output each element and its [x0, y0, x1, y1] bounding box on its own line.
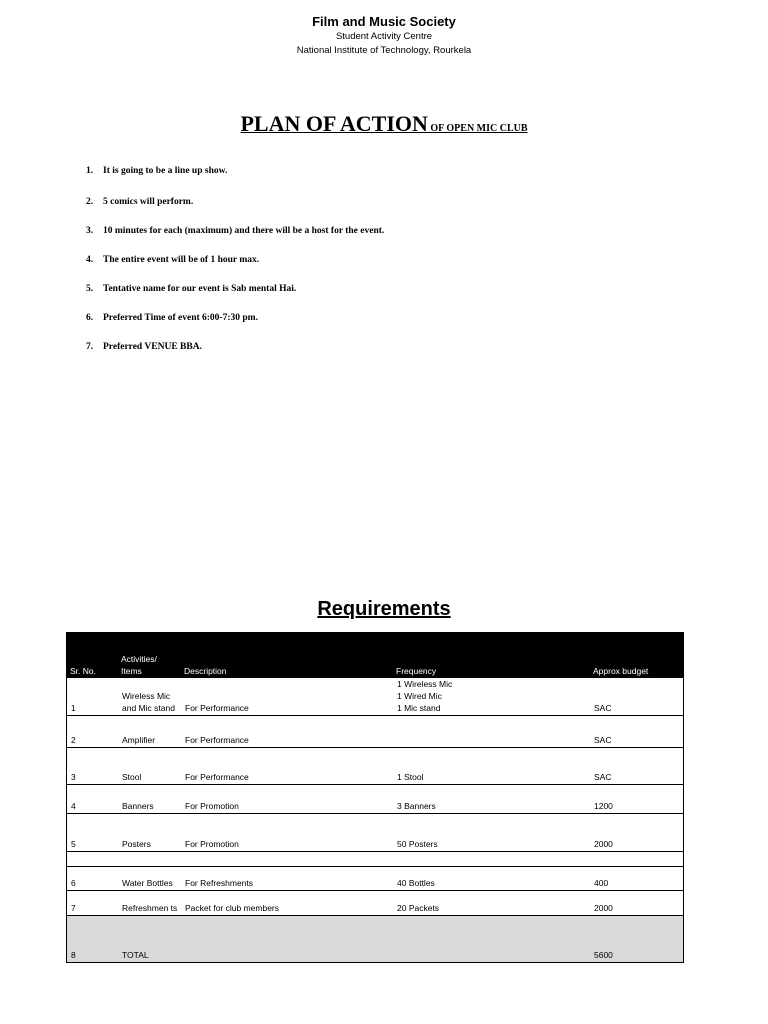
- cell-description: For Promotion: [185, 801, 239, 811]
- cell-description: For Performance: [185, 735, 249, 745]
- cell-item: Wireless Mic and Mic stand: [122, 691, 175, 713]
- cell-sr-no: 2: [71, 735, 76, 745]
- list-item: [86, 197, 193, 207]
- cell-frequency: [397, 838, 438, 850]
- cell-item: Posters: [122, 839, 151, 849]
- table-row: [66, 852, 684, 867]
- header-description: Description: [184, 666, 227, 676]
- frequency-line: 1 Wireless Mic: [397, 679, 453, 689]
- cell-budget: SAC: [594, 735, 612, 745]
- frequency-line: 1 Wired Mic: [397, 691, 442, 701]
- cell-budget: 400: [594, 878, 609, 888]
- list-item-number: 4.: [86, 255, 94, 265]
- cell-budget: 1200: [594, 801, 613, 811]
- document-header: [0, 13, 768, 58]
- list-item: [86, 342, 202, 352]
- cell-budget: 2000: [594, 839, 613, 849]
- list-item-text: Preferred Time of event 6:00-7:30 pm.: [103, 313, 258, 323]
- cell-sr-no: 1: [71, 703, 76, 713]
- cell-item: TOTAL: [122, 950, 149, 960]
- header-sr-no: Sr. No.: [70, 666, 96, 676]
- cell-budget: 2000: [594, 903, 613, 913]
- cell-item: Amplifier: [122, 735, 156, 745]
- cell-frequency: [397, 771, 423, 783]
- page-title-suffix: OF OPEN MIC CLUB: [427, 123, 528, 134]
- header-frequency: Frequency: [396, 666, 437, 676]
- list-item-number: 1.: [86, 166, 94, 176]
- cell-sr-no: 6: [71, 878, 76, 888]
- cell-sr-no: 8: [71, 950, 76, 960]
- list-item-text: Tentative name for our event is Sab mental Hai.: [103, 284, 297, 294]
- cell-item: Banners: [122, 801, 154, 811]
- cell-frequency: [397, 678, 452, 714]
- list-item: [86, 284, 296, 294]
- cell-sr-no: 5: [71, 839, 76, 849]
- cell-item: Refreshmen ts: [122, 903, 178, 913]
- table-row: [66, 891, 684, 916]
- cell-item: Stool: [122, 772, 142, 782]
- list-item-number: 2.: [86, 197, 94, 207]
- table-row: [66, 678, 684, 716]
- cell-description: For Performance: [185, 772, 249, 782]
- frequency-line: 20 Packets: [397, 903, 440, 913]
- list-item-text: 5 comics will perform.: [103, 197, 194, 207]
- table-row: [66, 814, 684, 852]
- cell-sr-no: 4: [71, 801, 76, 811]
- requirements-table: [66, 632, 684, 963]
- org-subtitle-institute: National Institute of Technology, Rourkela: [296, 45, 472, 56]
- cell-budget: SAC: [594, 703, 612, 713]
- cell-description: Packet for club members: [185, 903, 280, 913]
- cell-description: For Refreshments: [185, 878, 254, 888]
- list-item: [86, 226, 384, 236]
- list-item-number: 6.: [86, 313, 94, 323]
- page-title-main: PLAN OF ACTION: [240, 111, 428, 136]
- list-item: [86, 313, 258, 323]
- org-name: Film and Music Society: [312, 14, 456, 29]
- frequency-line: 50 Posters: [397, 839, 438, 849]
- table-row: [66, 867, 684, 891]
- cell-description: For Promotion: [185, 839, 239, 849]
- list-item-number: 7.: [86, 342, 94, 352]
- cell-budget: 5600: [594, 950, 613, 960]
- header-budget: Approx budget: [593, 666, 649, 676]
- list-item-text: The entire event will be of 1 hour max.: [103, 255, 260, 265]
- cell-frequency: [397, 877, 435, 889]
- frequency-line: 3 Banners: [397, 801, 436, 811]
- requirements-heading: Requirements: [317, 598, 451, 620]
- cell-item: Water Bottles: [122, 878, 173, 888]
- header-items: Activities/ Items: [121, 654, 157, 676]
- list-item-text: Preferred VENUE BBA.: [103, 342, 202, 352]
- list-item-number: 3.: [86, 226, 94, 236]
- cell-sr-no: 3: [71, 772, 76, 782]
- cell-description: For Performance: [185, 703, 249, 713]
- table-row: [66, 716, 684, 748]
- list-item-text: 10 minutes for each (maximum) and there will be a host for the event.: [103, 226, 385, 236]
- frequency-line: 40 Bottles: [397, 878, 435, 888]
- frequency-line: 1 Mic stand: [397, 703, 441, 713]
- list-item: [86, 255, 259, 265]
- table-row: [66, 916, 684, 963]
- cell-frequency: [397, 800, 436, 812]
- list-item-text: It is going to be a line up show.: [103, 166, 228, 176]
- org-subtitle-centre: Student Activity Centre: [335, 31, 433, 42]
- cell-budget: SAC: [594, 772, 612, 782]
- cell-frequency: [397, 902, 439, 914]
- frequency-line: 1 Stool: [397, 772, 424, 782]
- table-header-row: [66, 632, 684, 678]
- list-item: [86, 166, 227, 176]
- table-row: [66, 748, 684, 785]
- list-item-number: 5.: [86, 284, 94, 294]
- table-row: [66, 785, 684, 814]
- cell-sr-no: 7: [71, 903, 76, 913]
- page-title: [0, 110, 768, 143]
